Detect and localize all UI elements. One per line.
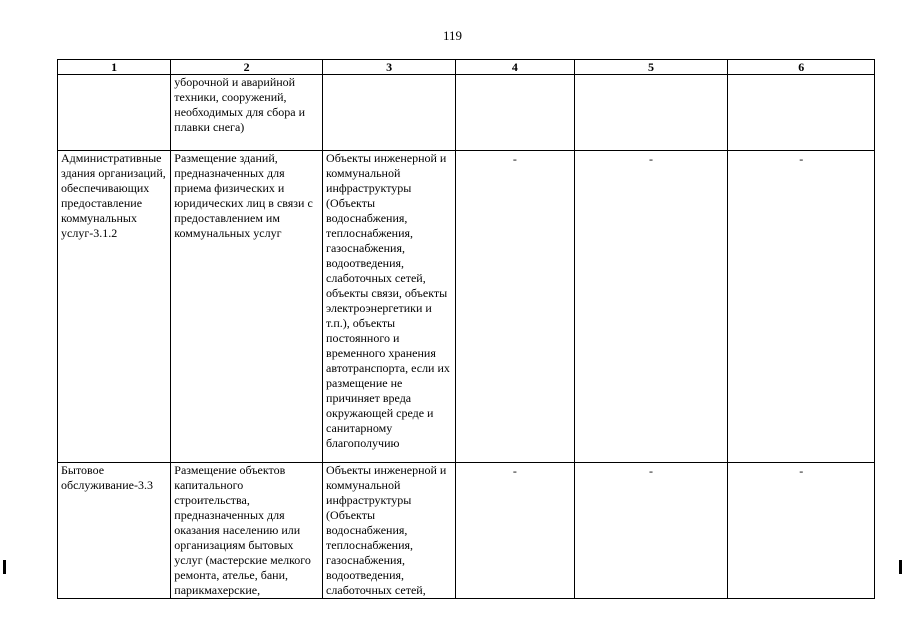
- column-header-4: 4: [456, 60, 574, 75]
- table-cell-col5: -: [574, 463, 728, 599]
- table-cell-col4: -: [456, 463, 574, 599]
- column-header-2: 2: [171, 60, 323, 75]
- table-cell-col4: [456, 75, 574, 151]
- column-header-1: 1: [58, 60, 171, 75]
- table-cell-col5: [574, 75, 728, 151]
- land-use-table: [57, 59, 875, 599]
- table-row: [58, 151, 875, 463]
- table-cell-use-type: Бытовое обслуживание-3.3: [58, 463, 171, 599]
- table-header-row: [58, 60, 875, 75]
- table-cell-auxiliary-uses: [323, 75, 456, 151]
- table-cell-use-type: [58, 75, 171, 151]
- table-cell-col6: -: [728, 463, 875, 599]
- column-header-5: 5: [574, 60, 728, 75]
- column-header-6: 6: [728, 60, 875, 75]
- table-cell-description: Размещение объектов капитального строительства, предназначенных для оказания населению или организациям бытовых услуг (мастерские мелкого ремонта, ателье, бани, парикмахерские,: [171, 463, 323, 599]
- table-cell-col6: -: [728, 151, 875, 463]
- table-cell-description: уборочной и аварийной техники, сооружений, необходимых для сбора и плавки снега): [171, 75, 323, 151]
- table-cell-col5: -: [574, 151, 728, 463]
- table-cell-description: Размещение зданий, предназначенных для приема физических и юридических лиц в связи с предоставлением им коммунальных услуг: [171, 151, 323, 463]
- column-header-3: 3: [323, 60, 456, 75]
- table-cell-auxiliary-uses: Объекты инженерной и коммунальной инфраструктуры (Объекты водоснабжения, теплоснабжения, газоснабжения, водоотведения, слаботочных сетей,: [323, 463, 456, 599]
- scan-margin-mark-left: [3, 560, 6, 574]
- table-row: [58, 75, 875, 151]
- scan-margin-mark-right: [899, 560, 902, 574]
- table-cell-auxiliary-uses: Объекты инженерной и коммунальной инфраструктуры (Объекты водоснабжения, теплоснабжения, газоснабжения, водоотведения, слаботочных сетей, объекты связи, объекты электроэнергетики и т.п.), объекты постоянного и временного хранения автотранспорта, если их размещение не причиняет вреда окружающей среде и санитарному благополучию: [323, 151, 456, 463]
- table-row: [58, 463, 875, 599]
- page-number: 119: [442, 28, 463, 43]
- table-cell-col4: -: [456, 151, 574, 463]
- table-cell-use-type: Административные здания организаций, обеспечивающих предоставление коммунальных услуг-3.1.2: [58, 151, 171, 463]
- table-cell-col6: [728, 75, 875, 151]
